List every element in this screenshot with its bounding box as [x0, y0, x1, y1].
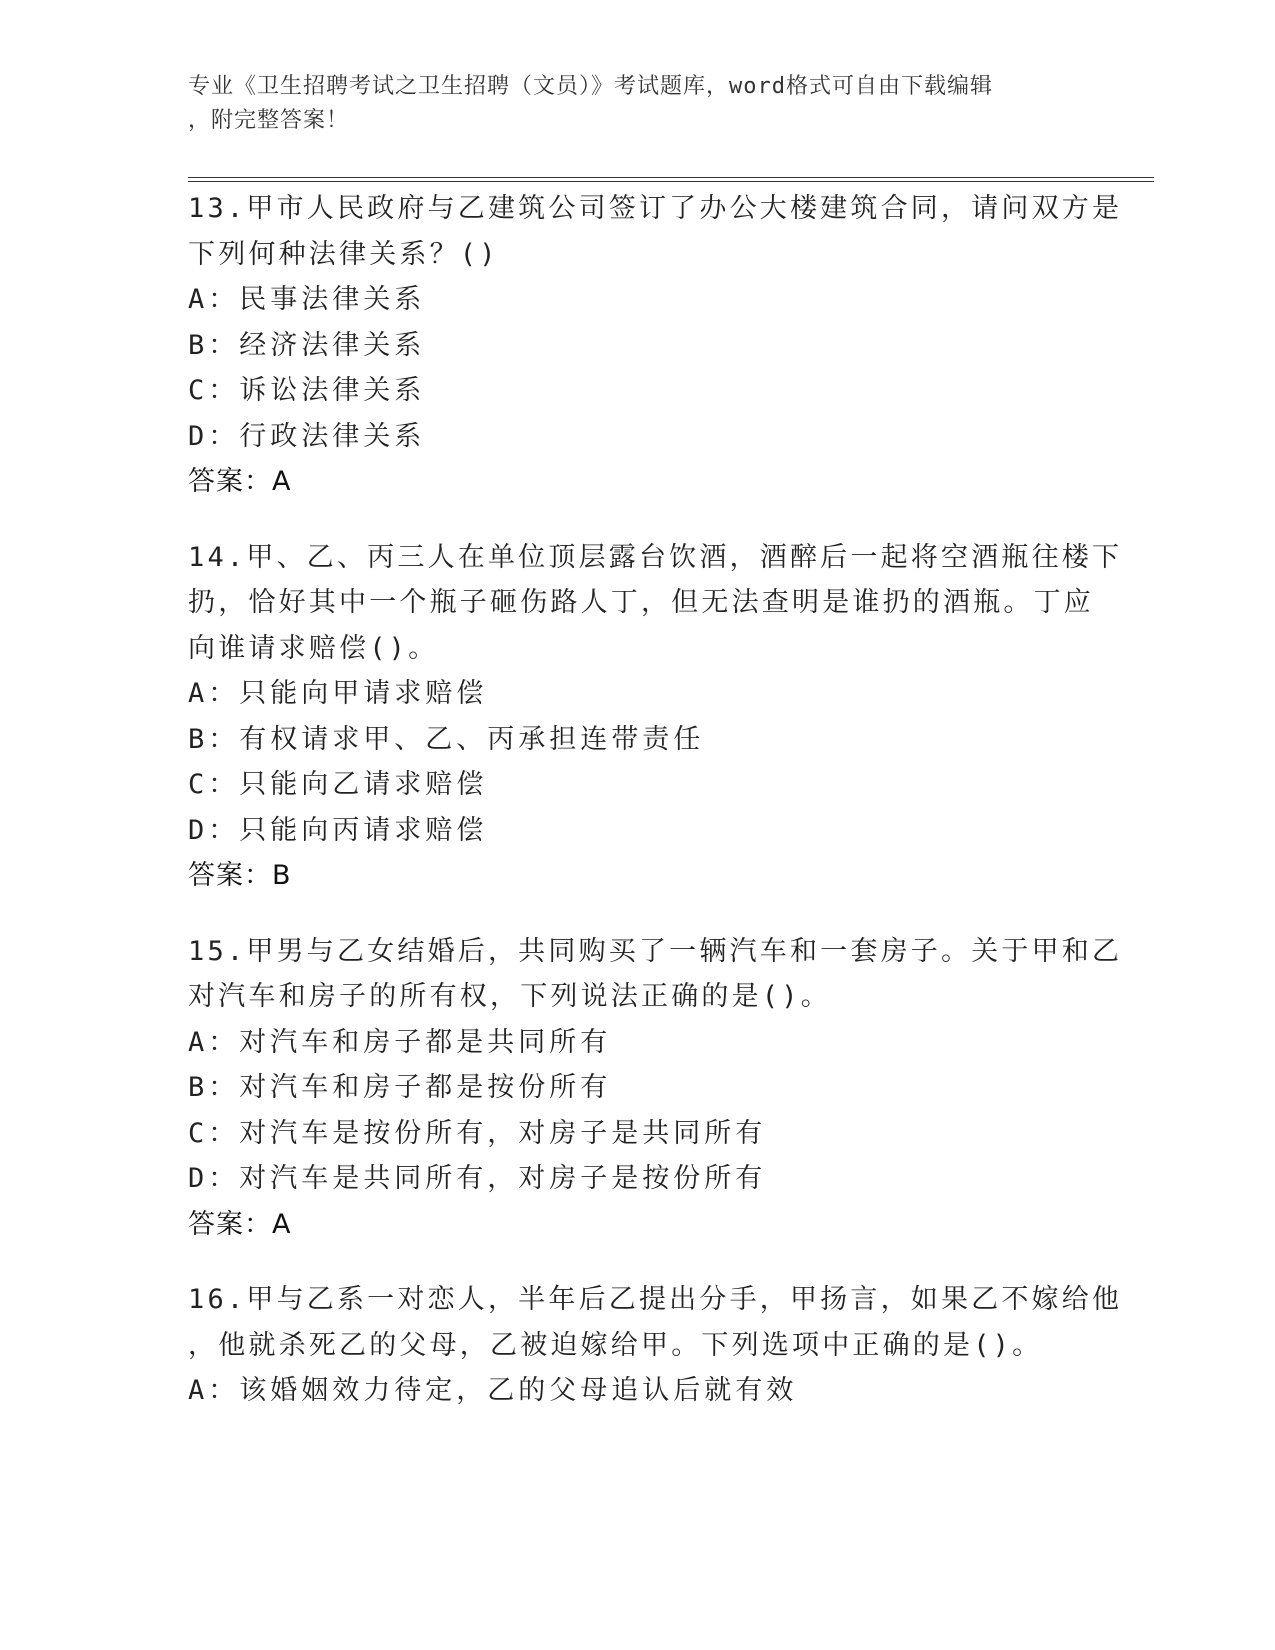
answer-line: 答案：A [188, 466, 292, 497]
option-b: B：经济法律关系 [188, 329, 426, 361]
option-c: C：诉讼法律关系 [188, 375, 426, 406]
question-15 [188, 929, 1123, 1248]
question-stem-line: 下列何种法律关系？() [188, 238, 499, 270]
option-b: B：有权请求甲、乙、丙承担连带责任 [188, 723, 705, 755]
option-a: A：只能向甲请求赔偿 [188, 678, 488, 709]
question-stem-line: 13.甲市人民政府与乙建筑公司签订了办公大楼建筑合同，请问双方是 [188, 193, 1123, 224]
question-14 [188, 535, 1123, 899]
question-13 [188, 186, 1123, 505]
header-line-2: ，附完整答案！ [188, 108, 350, 133]
option-d: D：行政法律关系 [188, 420, 426, 452]
question-stem-line: 15.甲男与乙女结婚后，共同购买了一辆汽车和一套房子。关于甲和乙 [188, 935, 1123, 967]
question-stem-line: ，他就杀死乙的父母，乙被迫嫁给甲。下列选项中正确的是()。 [188, 1329, 1043, 1361]
option-c: C：只能向乙请求赔偿 [188, 769, 488, 800]
header-line-1: 专业《卫生招聘考试之卫生招聘（文员）》考试题库，word格式可自由下载编辑 [188, 74, 993, 99]
header-divider [188, 177, 1154, 182]
answer-line: 答案：A [188, 1208, 292, 1240]
option-d: D：只能向丙请求赔偿 [188, 814, 488, 846]
option-b: B：对汽车和房子都是按份所有 [188, 1072, 612, 1103]
question-stem-line: 对汽车和房子的所有权，下列说法正确的是()。 [188, 981, 831, 1012]
question-stem-line: 14.甲、乙、丙三人在单位顶层露台饮酒，酒醉后一起将空酒瓶往楼下 [188, 541, 1123, 573]
option-d: D：对汽车是共同所有，对房子是按份所有 [188, 1163, 767, 1194]
option-a: A：对汽车和房子都是共同所有 [188, 1026, 612, 1058]
page-header [188, 70, 1068, 138]
question-stem-line: 扔，恰好其中一个瓶子砸伤路人丁，但无法查明是谁扔的酒瓶。丁应 [188, 587, 1094, 618]
question-list [188, 186, 1123, 1444]
question-16 [188, 1277, 1123, 1414]
question-stem-line: 向谁请求赔偿()。 [188, 632, 439, 664]
answer-line: 答案：B [188, 860, 292, 891]
option-a: A：民事法律关系 [188, 284, 426, 315]
option-a: A：该婚姻效力待定，乙的父母追认后就有效 [188, 1375, 798, 1406]
question-stem-line: 16.甲与乙系一对恋人，半年后乙提出分手，甲扬言，如果乙不嫁给他 [188, 1284, 1123, 1315]
option-c: C：对汽车是按份所有，对房子是共同所有 [188, 1117, 767, 1149]
